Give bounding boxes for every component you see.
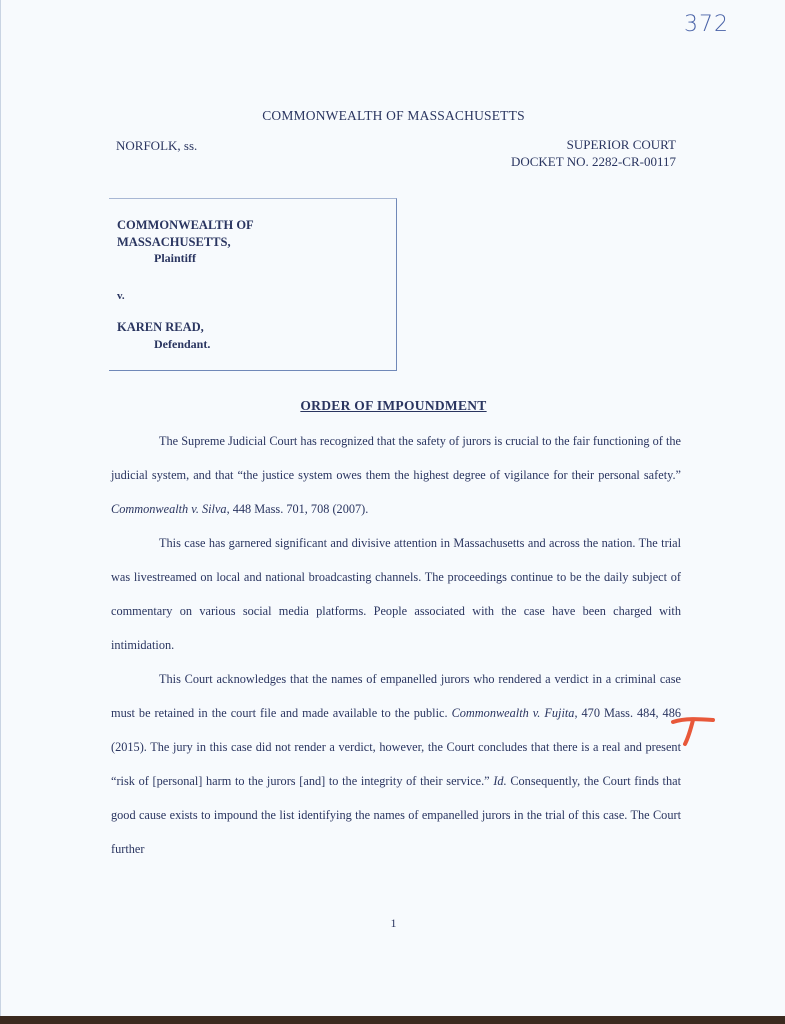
paragraph-3-text: This Court acknowledges that the names of empanelled jurors who rendered a verdict in a criminal case must be retained in the court file and made available to the public. <box>111 672 681 720</box>
paragraph-1-cite-tail: , 448 Mass. 701, 708 (2007). <box>226 502 369 516</box>
citation-id: Id. <box>493 774 507 788</box>
order-body <box>111 424 681 866</box>
paragraph-2: This case has garnered significant and divisive attention in Massachusetts and across the nation. The trial was livestreamed on local and national broadcasting channels. The proceedings continue to be the daily subject of commentary on various social media platforms. People associated with the case have been charged with intimidation. <box>111 536 681 652</box>
red-annotation-mark <box>669 708 719 748</box>
paragraph-1 <box>111 424 681 526</box>
handwritten-page-number: 372 <box>684 12 729 37</box>
plaintiff-line-1: COMMONWEALTH OF <box>117 218 254 232</box>
defendant-name: KAREN READ, <box>117 320 204 334</box>
court-block <box>511 136 676 170</box>
paragraph-3 <box>111 662 681 866</box>
venue-label: NORFOLK, ss. <box>116 138 198 153</box>
bottom-edge-bar <box>0 1016 785 1024</box>
order-title: ORDER OF IMPOUNDMENT <box>300 398 487 413</box>
docket-number: DOCKET NO. 2282-CR-00117 <box>510 154 676 169</box>
defendant-role: Defendant. <box>154 337 211 351</box>
plaintiff-line-2: MASSACHUSETTS, <box>117 235 231 249</box>
case-caption-box <box>109 198 397 371</box>
citation-fujita: Commonwealth v. Fujita <box>451 706 575 720</box>
paragraph-3-end: Consequently, the Court finds that good cause exists to impound the list identifying the names of empanelled jurors in the trial of this case. The Court further <box>111 774 682 856</box>
paragraph-1-text: The Supreme Judicial Court has recognized that the safety of jurors is crucial to the fair functioning of the judicial system, and that “the justice system owes them the highest degree of vigilance for their personal safety.” <box>111 434 681 482</box>
plaintiff-role: Plaintiff <box>154 251 196 265</box>
paragraph-3-middle: , 470 Mass. 484, 486 (2015). The jury in this case did not render a verdict, however, the Court concludes that there is a real and present “risk of [personal] harm to the jurors [and] to the integrity of their service.” <box>111 706 681 788</box>
versus-label: v. <box>117 290 125 302</box>
citation-silva: Commonwealth v. Silva <box>111 502 227 516</box>
page-number: 1 <box>390 916 397 930</box>
commonwealth-heading: COMMONWEALTH OF MASSACHUSETTS <box>262 108 525 123</box>
court-name: SUPERIOR COURT <box>566 137 676 152</box>
